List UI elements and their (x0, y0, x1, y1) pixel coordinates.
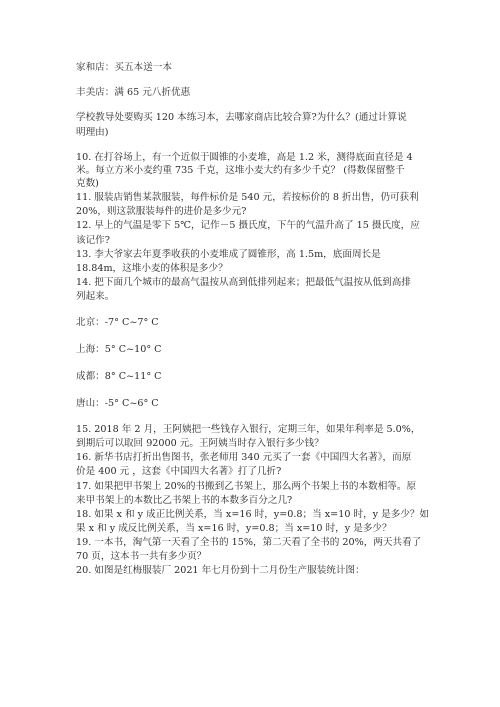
text-line-q15-cont: 到期后可以取回 92000 元。王阿姨当时存入银行多少钱？ (76, 438, 324, 449)
text-line-q-exercise-books-cont: 明理由) (76, 127, 109, 138)
text-line-q16-cont: 价是 400 元 ，这套《中国四大名著》打了几折? (76, 466, 282, 477)
text-line-q12: 12. 早上的气温是零下 5℃，记作－5 摄氏度，下午的气温升高了 15 摄氏度，应 (76, 220, 420, 231)
text-line-q11: 11. 服装店销售某款服装，每件标价是 540 元，若按标价的 8 折出售，仍可获利 (76, 192, 419, 203)
text-line-city-chengdu: 成都：8° C~11° C (76, 371, 162, 382)
text-line-q14: 14. 把下面几个城市的最高气温按从高到低排列起来；把最低气温按从低到高排 (76, 277, 411, 288)
text-line-q15: 15. 2018 年 2 月，王阿姨把一些钱存入银行，定期三年，如果年利率是 5.0%， (76, 424, 421, 435)
text-line-city-tangshan: 唐山：-5° C~6° C (76, 398, 159, 409)
text-line-q11-cont: 20%，则这款服装每件的进价是多少元? (76, 206, 247, 217)
text-line-q17-cont: 来甲书架上的本数比乙书架上书的本数多百分之几? (76, 495, 293, 506)
text-line-q16: 16. 新华书店打折出售图书，张老师用 340 元买了一套《中国四大名著》，而原 (76, 452, 412, 463)
text-line-shop-fengmei: 丰美店：满 65 元八折优惠 (76, 87, 191, 98)
text-line-shop-jiahe: 家和店：买五本送一本 (76, 62, 172, 73)
text-line-q19-cont: 70 页，这本书一共有多少页？ (76, 551, 207, 562)
text-line-q19: 19. 一本书，淘气第一天看了全书的 15%，第二天看了全书的 20%，两天共看了 (76, 537, 422, 548)
text-line-city-shanghai: 上海：5° C~10° C (76, 344, 162, 355)
text-line-q12-cont: 该记作? (76, 235, 110, 246)
text-line-q13: 13. 李大爷家去年夏季收获的小麦堆成了圆锥形，高 1.5m，底面周长是 (76, 249, 381, 260)
text-line-q20: 20. 如图是红梅服装厂 2021 年七月份到十二月份生产服装统计图： (76, 565, 365, 576)
text-line-q17: 17. 如果把甲书架上 20%的书搬到乙书架上，那么两个书架上书的本数相等。原 (76, 481, 417, 492)
text-line-q14-cont: 列起来。 (76, 291, 115, 302)
text-line-q10-cont-2: 克数) (76, 178, 99, 189)
text-line-q18-cont: 果 x 和 y 成反比例关系，当 x=16 时，y=0.8；当 x=10 时，y 是多少？ (76, 523, 392, 534)
text-line-q18: 18. 如果 x 和 y 成正比例关系，当 x=16 时，y=0.8；当 x=10 时，y 是多少？如 (76, 509, 430, 520)
text-line-q10: 10. 在打谷场上，有一个近似于圆锥的小麦堆，高是 1.2 米，测得底面直径是 4 (76, 152, 413, 163)
text-line-city-beijing: 北京：-7° C~7° C (76, 317, 159, 328)
text-line-q10-cont: 米。每立方米小麦约重 735 千克，这堆小麦大约有多少千克？ (得数保留整千 (76, 165, 405, 176)
text-line-q-exercise-books: 学校教导处要购买 120 本练习本，去哪家商店比较合算?为什么？(通过计算说 (76, 112, 407, 123)
text-line-q13-cont: 18.84m，这堆小麦的体积是多少？ (76, 263, 228, 274)
